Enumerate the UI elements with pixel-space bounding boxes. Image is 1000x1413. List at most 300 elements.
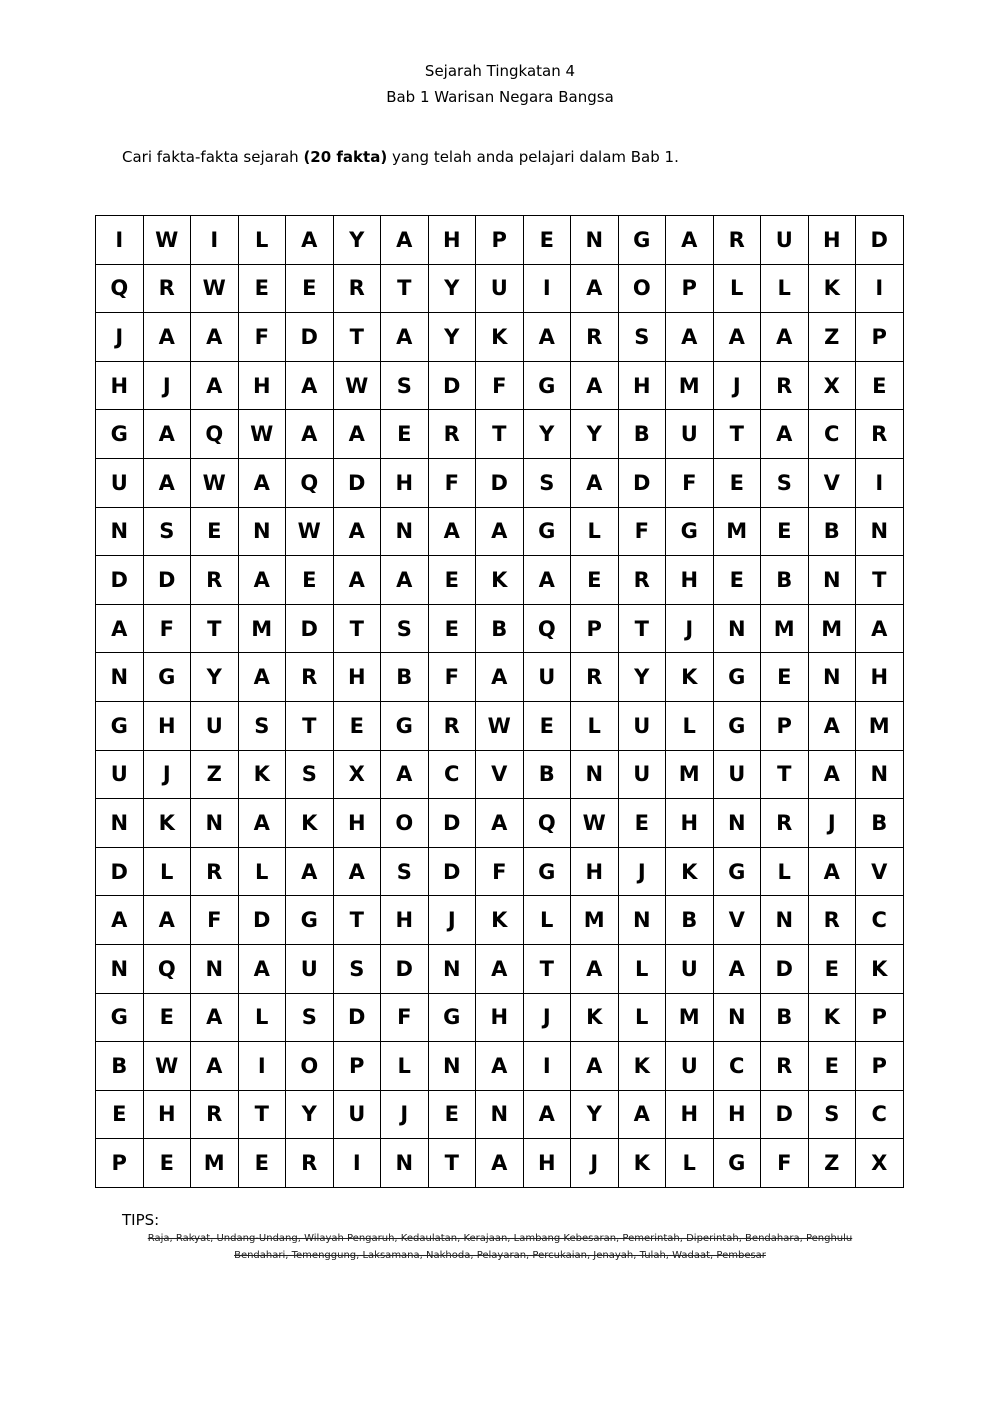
grid-cell[interactable]: I (523, 264, 571, 313)
grid-cell[interactable]: H (571, 847, 619, 896)
grid-cell[interactable]: A (238, 944, 286, 993)
grid-cell[interactable]: K (476, 896, 524, 945)
grid-cell[interactable]: A (191, 993, 239, 1042)
grid-cell[interactable]: A (381, 750, 429, 799)
grid-cell[interactable]: U (713, 750, 761, 799)
grid-cell[interactable]: M (666, 993, 714, 1042)
grid-cell[interactable]: W (191, 458, 239, 507)
grid-cell[interactable]: A (761, 410, 809, 459)
grid-cell[interactable]: R (761, 799, 809, 848)
grid-cell[interactable]: N (96, 507, 144, 556)
grid-cell[interactable]: G (143, 653, 191, 702)
grid-cell[interactable]: N (96, 653, 144, 702)
grid-cell[interactable]: C (428, 750, 476, 799)
grid-cell[interactable]: A (476, 507, 524, 556)
grid-cell[interactable]: H (381, 896, 429, 945)
grid-cell[interactable]: I (333, 1139, 381, 1188)
grid-cell[interactable]: A (571, 944, 619, 993)
grid-cell[interactable]: A (571, 361, 619, 410)
grid-cell[interactable]: N (381, 507, 429, 556)
grid-cell[interactable]: Z (191, 750, 239, 799)
grid-cell[interactable]: M (238, 604, 286, 653)
grid-cell[interactable]: K (571, 993, 619, 1042)
grid-cell[interactable]: P (761, 701, 809, 750)
grid-cell[interactable]: E (713, 556, 761, 605)
grid-cell[interactable]: W (143, 1042, 191, 1091)
grid-cell[interactable]: E (428, 1090, 476, 1139)
grid-cell[interactable]: Z (808, 313, 856, 362)
grid-cell[interactable]: F (666, 458, 714, 507)
grid-cell[interactable]: E (191, 507, 239, 556)
grid-cell[interactable]: R (761, 1042, 809, 1091)
grid-cell[interactable]: B (761, 556, 809, 605)
grid-cell[interactable]: L (143, 847, 191, 896)
grid-cell[interactable]: F (143, 604, 191, 653)
grid-cell[interactable]: J (96, 313, 144, 362)
grid-cell[interactable]: D (618, 458, 666, 507)
grid-cell[interactable]: N (428, 1042, 476, 1091)
grid-cell[interactable]: U (333, 1090, 381, 1139)
grid-cell[interactable]: A (238, 556, 286, 605)
grid-cell[interactable]: O (618, 264, 666, 313)
grid-cell[interactable]: T (238, 1090, 286, 1139)
grid-cell[interactable]: A (476, 1042, 524, 1091)
grid-cell[interactable]: N (571, 216, 619, 265)
grid-cell[interactable]: G (428, 993, 476, 1042)
grid-cell[interactable]: I (191, 216, 239, 265)
grid-cell[interactable]: G (713, 1139, 761, 1188)
grid-cell[interactable]: T (523, 944, 571, 993)
grid-cell[interactable]: R (286, 1139, 334, 1188)
grid-cell[interactable]: S (381, 604, 429, 653)
grid-cell[interactable]: R (856, 410, 904, 459)
grid-cell[interactable]: H (476, 993, 524, 1042)
grid-cell[interactable]: K (476, 313, 524, 362)
grid-cell[interactable]: J (143, 361, 191, 410)
grid-cell[interactable]: L (713, 264, 761, 313)
grid-cell[interactable]: A (381, 216, 429, 265)
grid-cell[interactable]: I (856, 458, 904, 507)
grid-cell[interactable]: A (523, 556, 571, 605)
grid-cell[interactable]: N (808, 556, 856, 605)
grid-cell[interactable]: L (238, 993, 286, 1042)
grid-cell[interactable]: B (381, 653, 429, 702)
grid-cell[interactable]: K (143, 799, 191, 848)
grid-cell[interactable]: G (523, 361, 571, 410)
grid-cell[interactable]: H (856, 653, 904, 702)
grid-cell[interactable]: D (428, 847, 476, 896)
grid-cell[interactable]: N (191, 799, 239, 848)
grid-cell[interactable]: R (428, 410, 476, 459)
grid-cell[interactable]: J (666, 604, 714, 653)
grid-cell[interactable]: U (476, 264, 524, 313)
grid-cell[interactable]: R (191, 1090, 239, 1139)
grid-cell[interactable]: A (381, 313, 429, 362)
grid-cell[interactable]: B (618, 410, 666, 459)
grid-cell[interactable]: W (476, 701, 524, 750)
grid-cell[interactable]: S (761, 458, 809, 507)
grid-cell[interactable]: X (808, 361, 856, 410)
grid-cell[interactable]: A (856, 604, 904, 653)
grid-cell[interactable]: E (238, 1139, 286, 1188)
grid-cell[interactable]: B (523, 750, 571, 799)
grid-cell[interactable]: S (381, 361, 429, 410)
grid-cell[interactable]: F (428, 653, 476, 702)
grid-cell[interactable]: A (618, 1090, 666, 1139)
grid-cell[interactable]: T (333, 313, 381, 362)
grid-cell[interactable]: G (286, 896, 334, 945)
grid-cell[interactable]: T (191, 604, 239, 653)
grid-cell[interactable]: J (428, 896, 476, 945)
grid-cell[interactable]: A (143, 458, 191, 507)
grid-cell[interactable]: H (143, 701, 191, 750)
grid-cell[interactable]: K (618, 1042, 666, 1091)
grid-cell[interactable]: D (143, 556, 191, 605)
grid-cell[interactable]: A (523, 1090, 571, 1139)
grid-cell[interactable]: H (523, 1139, 571, 1188)
grid-cell[interactable]: K (618, 1139, 666, 1188)
grid-cell[interactable]: A (96, 604, 144, 653)
grid-cell[interactable]: A (333, 847, 381, 896)
grid-cell[interactable]: T (761, 750, 809, 799)
grid-cell[interactable]: S (808, 1090, 856, 1139)
grid-cell[interactable]: N (428, 944, 476, 993)
grid-cell[interactable]: A (191, 1042, 239, 1091)
grid-cell[interactable]: F (428, 458, 476, 507)
grid-cell[interactable]: V (713, 896, 761, 945)
grid-cell[interactable]: E (808, 944, 856, 993)
grid-cell[interactable]: Z (808, 1139, 856, 1188)
grid-cell[interactable]: J (713, 361, 761, 410)
grid-cell[interactable]: B (476, 604, 524, 653)
grid-cell[interactable]: W (286, 507, 334, 556)
grid-cell[interactable]: I (238, 1042, 286, 1091)
grid-cell[interactable]: U (96, 458, 144, 507)
grid-cell[interactable]: F (618, 507, 666, 556)
grid-cell[interactable]: H (238, 361, 286, 410)
grid-cell[interactable]: E (143, 1139, 191, 1188)
grid-cell[interactable]: H (381, 458, 429, 507)
grid-cell[interactable]: E (523, 701, 571, 750)
grid-cell[interactable]: O (381, 799, 429, 848)
grid-cell[interactable]: A (476, 1139, 524, 1188)
grid-cell[interactable]: E (523, 216, 571, 265)
grid-cell[interactable]: J (618, 847, 666, 896)
grid-cell[interactable]: D (238, 896, 286, 945)
grid-cell[interactable]: U (286, 944, 334, 993)
grid-cell[interactable]: N (96, 799, 144, 848)
grid-cell[interactable]: S (381, 847, 429, 896)
grid-cell[interactable]: Q (523, 799, 571, 848)
grid-cell[interactable]: L (666, 1139, 714, 1188)
grid-cell[interactable]: H (618, 361, 666, 410)
grid-cell[interactable]: R (428, 701, 476, 750)
grid-cell[interactable]: A (333, 507, 381, 556)
grid-cell[interactable]: B (96, 1042, 144, 1091)
grid-cell[interactable]: R (286, 653, 334, 702)
grid-cell[interactable]: F (476, 361, 524, 410)
grid-cell[interactable]: H (143, 1090, 191, 1139)
grid-cell[interactable]: E (286, 556, 334, 605)
grid-cell[interactable]: M (761, 604, 809, 653)
grid-cell[interactable]: D (761, 1090, 809, 1139)
grid-cell[interactable]: A (476, 944, 524, 993)
grid-cell[interactable]: A (96, 896, 144, 945)
grid-cell[interactable]: N (96, 944, 144, 993)
grid-cell[interactable]: H (333, 799, 381, 848)
grid-cell[interactable]: F (238, 313, 286, 362)
grid-cell[interactable]: K (808, 264, 856, 313)
grid-cell[interactable]: E (761, 507, 809, 556)
grid-cell[interactable]: D (428, 361, 476, 410)
grid-cell[interactable]: C (808, 410, 856, 459)
grid-cell[interactable]: J (523, 993, 571, 1042)
grid-cell[interactable]: H (666, 799, 714, 848)
grid-cell[interactable]: R (808, 896, 856, 945)
grid-cell[interactable]: L (571, 701, 619, 750)
grid-cell[interactable]: L (618, 993, 666, 1042)
grid-cell[interactable]: N (381, 1139, 429, 1188)
grid-cell[interactable]: A (286, 847, 334, 896)
grid-cell[interactable]: Y (286, 1090, 334, 1139)
grid-cell[interactable]: Y (571, 410, 619, 459)
grid-cell[interactable]: N (571, 750, 619, 799)
grid-cell[interactable]: V (856, 847, 904, 896)
grid-cell[interactable]: D (761, 944, 809, 993)
grid-cell[interactable]: C (856, 1090, 904, 1139)
grid-cell[interactable]: T (856, 556, 904, 605)
grid-cell[interactable]: A (523, 313, 571, 362)
grid-cell[interactable]: H (96, 361, 144, 410)
grid-cell[interactable]: G (381, 701, 429, 750)
grid-cell[interactable]: Y (571, 1090, 619, 1139)
grid-cell[interactable]: U (666, 410, 714, 459)
grid-cell[interactable]: A (143, 896, 191, 945)
grid-cell[interactable]: R (333, 264, 381, 313)
grid-cell[interactable]: I (856, 264, 904, 313)
grid-cell[interactable]: J (143, 750, 191, 799)
grid-cell[interactable]: P (476, 216, 524, 265)
grid-cell[interactable]: A (143, 410, 191, 459)
grid-cell[interactable]: G (618, 216, 666, 265)
grid-cell[interactable]: H (333, 653, 381, 702)
grid-cell[interactable]: E (428, 604, 476, 653)
grid-cell[interactable]: D (96, 556, 144, 605)
grid-cell[interactable]: S (143, 507, 191, 556)
grid-cell[interactable]: M (666, 750, 714, 799)
grid-cell[interactable]: W (333, 361, 381, 410)
grid-cell[interactable]: A (571, 264, 619, 313)
grid-cell[interactable]: G (713, 653, 761, 702)
grid-cell[interactable]: A (666, 313, 714, 362)
grid-cell[interactable]: G (713, 847, 761, 896)
grid-cell[interactable]: E (713, 458, 761, 507)
grid-cell[interactable]: P (666, 264, 714, 313)
grid-cell[interactable]: R (713, 216, 761, 265)
grid-cell[interactable]: I (523, 1042, 571, 1091)
grid-cell[interactable]: K (476, 556, 524, 605)
grid-cell[interactable]: T (333, 896, 381, 945)
grid-cell[interactable]: N (713, 604, 761, 653)
grid-cell[interactable]: M (191, 1139, 239, 1188)
grid-cell[interactable]: E (856, 361, 904, 410)
grid-cell[interactable]: L (523, 896, 571, 945)
grid-cell[interactable]: R (191, 847, 239, 896)
grid-cell[interactable]: A (713, 944, 761, 993)
grid-cell[interactable]: M (856, 701, 904, 750)
grid-cell[interactable]: T (381, 264, 429, 313)
grid-cell[interactable]: E (618, 799, 666, 848)
grid-cell[interactable]: A (476, 653, 524, 702)
grid-cell[interactable]: R (761, 361, 809, 410)
grid-cell[interactable]: N (856, 750, 904, 799)
grid-cell[interactable]: E (808, 1042, 856, 1091)
grid-cell[interactable]: K (286, 799, 334, 848)
grid-cell[interactable]: E (143, 993, 191, 1042)
grid-cell[interactable]: E (761, 653, 809, 702)
grid-cell[interactable]: B (761, 993, 809, 1042)
grid-cell[interactable]: Q (96, 264, 144, 313)
grid-cell[interactable]: Q (143, 944, 191, 993)
grid-cell[interactable]: N (761, 896, 809, 945)
grid-cell[interactable]: D (333, 993, 381, 1042)
grid-cell[interactable]: M (808, 604, 856, 653)
grid-cell[interactable]: E (333, 701, 381, 750)
grid-cell[interactable]: A (191, 361, 239, 410)
grid-cell[interactable]: E (96, 1090, 144, 1139)
grid-cell[interactable]: E (381, 410, 429, 459)
grid-cell[interactable]: L (666, 701, 714, 750)
grid-cell[interactable]: E (238, 264, 286, 313)
grid-cell[interactable]: S (286, 750, 334, 799)
grid-cell[interactable]: Q (286, 458, 334, 507)
grid-cell[interactable]: A (571, 458, 619, 507)
grid-cell[interactable]: Q (191, 410, 239, 459)
grid-cell[interactable]: G (96, 410, 144, 459)
grid-cell[interactable]: S (523, 458, 571, 507)
grid-cell[interactable]: P (571, 604, 619, 653)
grid-cell[interactable]: D (96, 847, 144, 896)
grid-cell[interactable]: N (713, 799, 761, 848)
grid-cell[interactable]: A (286, 361, 334, 410)
grid-cell[interactable]: K (666, 653, 714, 702)
grid-cell[interactable]: E (571, 556, 619, 605)
grid-cell[interactable]: E (286, 264, 334, 313)
grid-cell[interactable]: A (476, 799, 524, 848)
grid-cell[interactable]: N (713, 993, 761, 1042)
grid-cell[interactable]: D (286, 604, 334, 653)
grid-cell[interactable]: T (286, 701, 334, 750)
grid-cell[interactable]: U (666, 1042, 714, 1091)
grid-cell[interactable]: N (856, 507, 904, 556)
grid-cell[interactable]: Y (333, 216, 381, 265)
grid-cell[interactable]: C (713, 1042, 761, 1091)
grid-cell[interactable]: L (761, 264, 809, 313)
grid-cell[interactable]: A (428, 507, 476, 556)
grid-cell[interactable]: D (333, 458, 381, 507)
grid-cell[interactable]: D (381, 944, 429, 993)
grid-cell[interactable]: T (713, 410, 761, 459)
grid-cell[interactable]: B (808, 507, 856, 556)
grid-cell[interactable]: A (381, 556, 429, 605)
grid-cell[interactable]: K (238, 750, 286, 799)
grid-cell[interactable]: A (238, 653, 286, 702)
grid-cell[interactable]: A (191, 313, 239, 362)
grid-cell[interactable]: A (808, 750, 856, 799)
grid-cell[interactable]: G (666, 507, 714, 556)
grid-cell[interactable]: S (286, 993, 334, 1042)
grid-cell[interactable]: U (618, 750, 666, 799)
grid-cell[interactable]: F (191, 896, 239, 945)
grid-cell[interactable]: X (856, 1139, 904, 1188)
grid-cell[interactable]: K (808, 993, 856, 1042)
grid-cell[interactable]: A (571, 1042, 619, 1091)
grid-cell[interactable]: A (713, 313, 761, 362)
grid-cell[interactable]: W (571, 799, 619, 848)
grid-cell[interactable]: P (96, 1139, 144, 1188)
grid-cell[interactable]: O (286, 1042, 334, 1091)
grid-cell[interactable]: A (286, 410, 334, 459)
grid-cell[interactable]: D (428, 799, 476, 848)
grid-cell[interactable]: A (143, 313, 191, 362)
grid-cell[interactable]: F (381, 993, 429, 1042)
grid-cell[interactable]: W (238, 410, 286, 459)
grid-cell[interactable]: A (808, 847, 856, 896)
grid-cell[interactable]: M (571, 896, 619, 945)
grid-cell[interactable]: L (381, 1042, 429, 1091)
grid-cell[interactable]: L (618, 944, 666, 993)
grid-cell[interactable]: A (238, 799, 286, 848)
grid-cell[interactable]: S (333, 944, 381, 993)
grid-cell[interactable]: N (476, 1090, 524, 1139)
grid-cell[interactable]: X (333, 750, 381, 799)
grid-cell[interactable]: R (191, 556, 239, 605)
grid-cell[interactable]: H (428, 216, 476, 265)
grid-cell[interactable]: G (96, 993, 144, 1042)
grid-cell[interactable]: I (96, 216, 144, 265)
grid-cell[interactable]: N (618, 896, 666, 945)
grid-cell[interactable]: J (571, 1139, 619, 1188)
grid-cell[interactable]: A (333, 410, 381, 459)
grid-cell[interactable]: M (713, 507, 761, 556)
grid-cell[interactable]: R (618, 556, 666, 605)
grid-cell[interactable]: L (571, 507, 619, 556)
grid-cell[interactable]: L (238, 847, 286, 896)
grid-cell[interactable]: U (191, 701, 239, 750)
grid-cell[interactable]: V (476, 750, 524, 799)
grid-cell[interactable]: G (713, 701, 761, 750)
grid-cell[interactable]: N (191, 944, 239, 993)
grid-cell[interactable]: E (428, 556, 476, 605)
grid-cell[interactable]: W (191, 264, 239, 313)
grid-cell[interactable]: A (808, 701, 856, 750)
grid-cell[interactable]: H (666, 1090, 714, 1139)
grid-cell[interactable]: V (808, 458, 856, 507)
grid-cell[interactable]: D (476, 458, 524, 507)
grid-cell[interactable]: Y (191, 653, 239, 702)
grid-cell[interactable]: P (856, 1042, 904, 1091)
grid-cell[interactable]: U (666, 944, 714, 993)
grid-cell[interactable]: Y (428, 313, 476, 362)
grid-cell[interactable]: A (761, 313, 809, 362)
grid-cell[interactable]: U (523, 653, 571, 702)
grid-cell[interactable]: W (143, 216, 191, 265)
grid-cell[interactable]: K (666, 847, 714, 896)
grid-cell[interactable]: R (571, 653, 619, 702)
grid-cell[interactable]: F (761, 1139, 809, 1188)
grid-cell[interactable]: A (666, 216, 714, 265)
grid-cell[interactable]: P (856, 313, 904, 362)
